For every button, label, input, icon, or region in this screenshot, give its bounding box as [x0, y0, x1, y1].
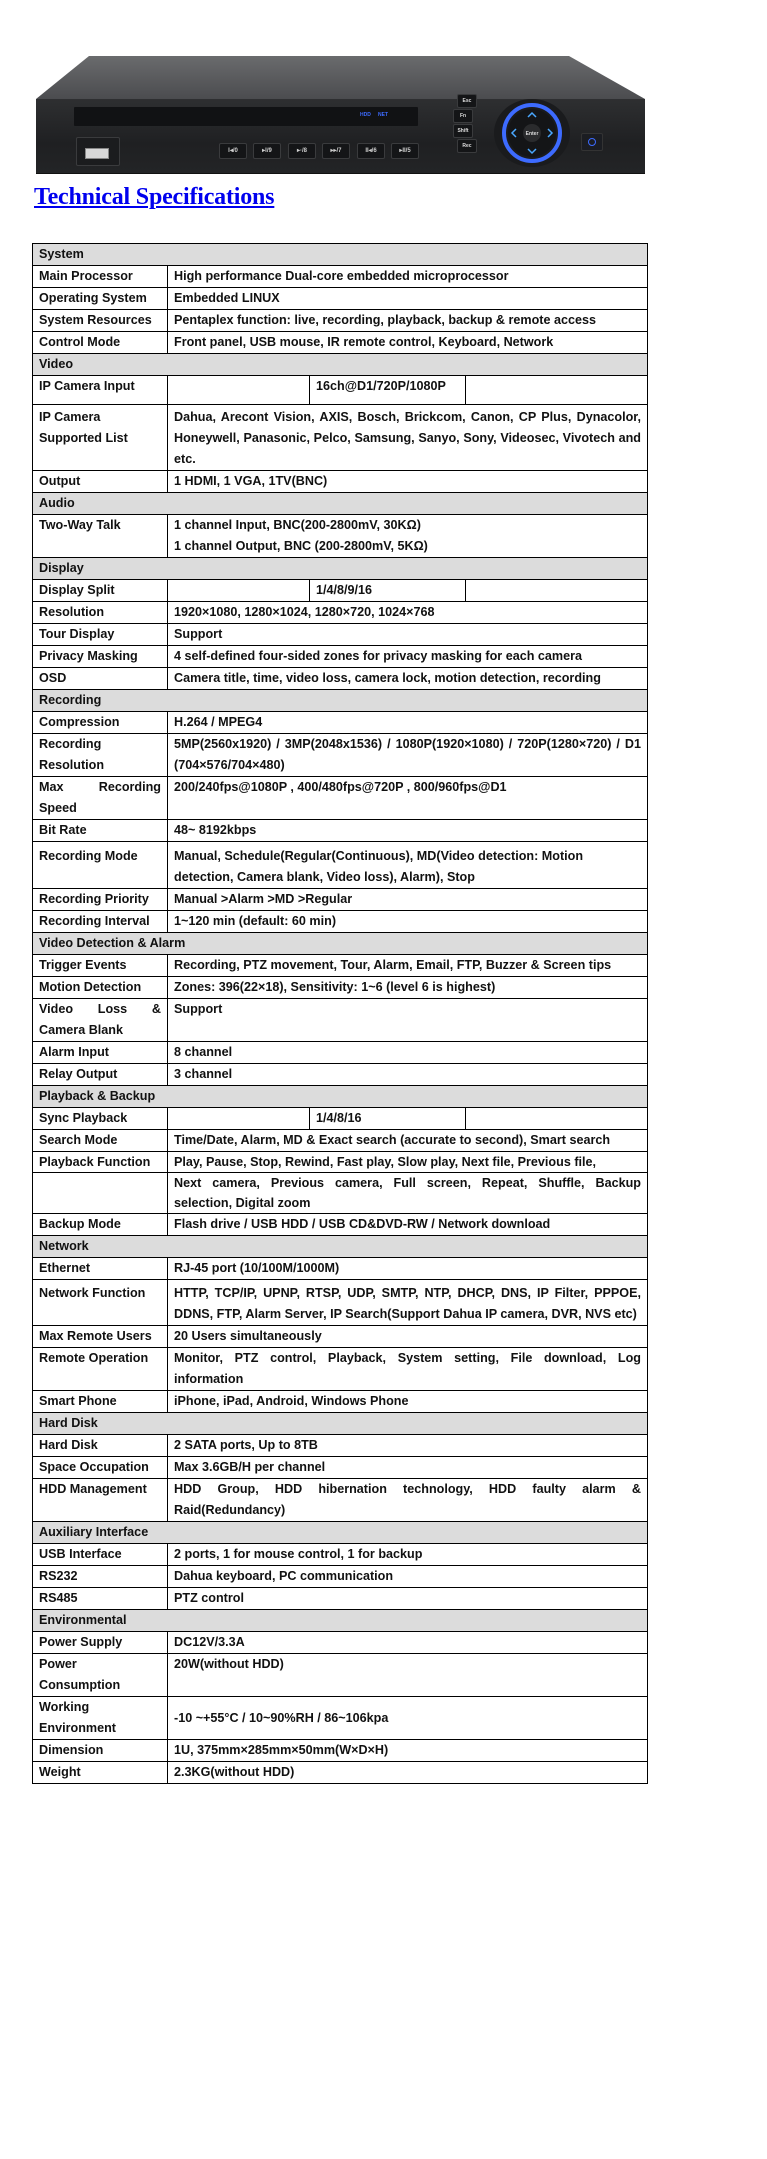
table-row: [33, 602, 648, 624]
prev-button-icon: I◂/0: [219, 143, 247, 159]
next-button-icon: ▸II/5: [391, 143, 419, 159]
spec-value: 1920×1080, 1280×1024, 1280×720, 1024×768: [168, 602, 648, 624]
spec-label: Power Supply: [33, 1632, 168, 1654]
spec-label: Recording Priority: [33, 889, 168, 911]
svg-text:Enter: Enter: [525, 131, 539, 137]
spec-label: Alarm Input: [33, 1042, 168, 1064]
table-row: [33, 1064, 648, 1086]
spec-label: Playback Function: [33, 1152, 168, 1173]
table-row: [33, 1326, 648, 1348]
table-row: [33, 288, 648, 310]
rec-button-icon: Rec: [457, 139, 477, 153]
spec-value: iPhone, iPad, Android, Windows Phone: [168, 1391, 648, 1413]
section-header-display: Display: [33, 558, 648, 580]
table-row: [33, 977, 648, 999]
section-header-video-detection: Video Detection & Alarm: [33, 933, 648, 955]
spec-label: RS485: [33, 1588, 168, 1610]
spec-label: Compression: [33, 712, 168, 734]
spec-value: 20W(without HDD): [168, 1654, 648, 1697]
spec-label: Output: [33, 471, 168, 493]
spec-label: System Resources: [33, 310, 168, 332]
spec-value: 1/4/8/9/16: [168, 580, 648, 602]
spec-value: 1~120 min (default: 60 min): [168, 911, 648, 933]
spec-value: Dahua keyboard, PC communication: [168, 1566, 648, 1588]
spec-label: Network Function: [33, 1280, 168, 1326]
section-header-recording: Recording: [33, 690, 648, 712]
spec-value: Dahua, Arecont Vision, AXIS, Bosch, Brickcom, Canon, CP Plus, Dynacolor, Honeywell, Panasonic, Pelco, Samsung, Sanyo, Sony, Videosec, Vivotech and etc.: [168, 405, 648, 471]
spec-label: Search Mode: [33, 1130, 168, 1152]
spec-label: Bit Rate: [33, 820, 168, 842]
spec-table: [32, 243, 648, 1784]
table-row: [33, 376, 648, 405]
power-button-icon: [581, 133, 603, 151]
spec-label: Two-Way Talk: [33, 515, 168, 558]
spec-value: Pentaplex function: live, recording, playback, backup & remote access: [168, 310, 648, 332]
table-row: [33, 842, 648, 889]
spec-label: Tour Display: [33, 624, 168, 646]
dvr-top-face: [36, 56, 646, 100]
esc-button-icon: Esc: [457, 94, 477, 108]
dvr-front-panel: [36, 99, 645, 174]
fast-button-icon: ▸▸/7: [322, 143, 350, 159]
spec-value: PTZ control: [168, 1588, 648, 1610]
spec-value: Manual, Schedule(Regular(Continuous), MD(Video detection: Motion detection, Camera blank, Video loss), Alarm), Stop: [168, 842, 648, 889]
section-header-video: Video: [33, 354, 648, 376]
spec-value: Time/Date, Alarm, MD & Exact search (accurate to second), Smart search: [168, 1130, 648, 1152]
led-display: [74, 107, 418, 126]
shift-button-icon: Shift: [453, 124, 473, 138]
table-row: [33, 1173, 648, 1214]
spec-label: Hard Disk: [33, 1435, 168, 1457]
usb-port-icon: [76, 137, 120, 166]
spec-label: Privacy Masking: [33, 646, 168, 668]
spec-value: Embedded LINUX: [168, 288, 648, 310]
section-header-playback: Playback & Backup: [33, 1086, 648, 1108]
spec-value: Monitor, PTZ control, Playback, System setting, File download, Log information: [168, 1348, 648, 1391]
table-row: [33, 1152, 648, 1173]
spec-label: Max Remote Users: [33, 1326, 168, 1348]
spec-value: -10 ~+55°C / 10~90%RH / 86~106kpa: [168, 1697, 648, 1740]
table-row: [33, 1479, 648, 1522]
product-image: [36, 56, 646, 174]
spec-label: Space Occupation: [33, 1457, 168, 1479]
spec-value: 4 self-defined four-sided zones for privacy masking for each camera: [168, 646, 648, 668]
table-row: [33, 1391, 648, 1413]
spec-value: Support: [168, 999, 648, 1042]
table-row: [33, 712, 648, 734]
spec-value: Zones: 396(22×18), Sensitivity: 1~6 (level 6 is highest): [168, 977, 648, 999]
spec-value: Recording, PTZ movement, Tour, Alarm, Email, FTP, Buzzer & Screen tips: [168, 955, 648, 977]
spec-value: Camera title, time, video loss, camera lock, motion detection, recording: [168, 668, 648, 690]
spec-value: HTTP, TCP/IP, UPNP, RTSP, UDP, SMTP, NTP, DHCP, DNS, IP Filter, PPPOE, DDNS, FTP, Alarm Server, IP Search(Support Dahua IP camera, DVR, NVS etc): [168, 1280, 648, 1326]
section-header-network: Network: [33, 1236, 648, 1258]
spec-value: Support: [168, 624, 648, 646]
spec-label: HDD Management: [33, 1479, 168, 1522]
table-row: [33, 999, 648, 1042]
spec-label: Display Split: [33, 580, 168, 602]
spec-value: 20 Users simultaneously: [168, 1326, 648, 1348]
table-row: [33, 1457, 648, 1479]
spec-value: 2.3KG(without HDD): [168, 1762, 648, 1784]
spec-value: 3 channel: [168, 1064, 648, 1086]
spec-value: Max 3.6GB/H per channel: [168, 1457, 648, 1479]
table-row: [33, 1740, 648, 1762]
spec-label: Control Mode: [33, 332, 168, 354]
spec-label: IP Camera Input: [33, 376, 168, 405]
table-row: [33, 646, 648, 668]
table-row: [33, 1588, 648, 1610]
table-row: [33, 1108, 648, 1130]
section-header-audio: Audio: [33, 493, 648, 515]
spec-value: 2 SATA ports, Up to 8TB: [168, 1435, 648, 1457]
spec-label: Relay Output: [33, 1064, 168, 1086]
spec-label: Resolution: [33, 602, 168, 624]
spec-value: 1 HDMI, 1 VGA, 1TV(BNC): [168, 471, 648, 493]
spec-label: Operating System: [33, 288, 168, 310]
table-row: [33, 911, 648, 933]
table-row: [33, 1348, 648, 1391]
spec-value: RJ-45 port (10/100M/1000M): [168, 1258, 648, 1280]
spec-value: 200/240fps@1080P , 400/480fps@720P , 800/960fps@D1: [168, 777, 648, 820]
table-row: [33, 1654, 648, 1697]
table-row: [33, 889, 648, 911]
table-row: [33, 1280, 648, 1326]
spec-value: 1 channel Input, BNC(200-2800mV, 30KΩ) 1 channel Output, BNC (200-2800mV, 5KΩ): [168, 515, 648, 558]
spec-label: Motion Detection: [33, 977, 168, 999]
spec-value: Flash drive / USB HDD / USB CD&DVD-RW / Network download: [168, 1214, 648, 1236]
spec-value: Play, Pause, Stop, Rewind, Fast play, Slow play, Next file, Previous file,: [168, 1152, 648, 1173]
spec-label-empty: [33, 1173, 168, 1214]
table-row: [33, 405, 648, 471]
spec-label: IP Camera Supported List: [33, 405, 168, 471]
table-row: [33, 1435, 648, 1457]
spec-value: 2 ports, 1 for mouse control, 1 for backup: [168, 1544, 648, 1566]
spec-label: USB Interface: [33, 1544, 168, 1566]
table-row: [33, 734, 648, 777]
spec-label: Sync Playback: [33, 1108, 168, 1130]
spec-value: HDD Group, HDD hibernation technology, HDD faulty alarm & Raid(Redundancy): [168, 1479, 648, 1522]
table-row: [33, 580, 648, 602]
spec-label: Ethernet: [33, 1258, 168, 1280]
spec-label: Recording Resolution: [33, 734, 168, 777]
section-header-environmental: Environmental: [33, 1610, 648, 1632]
table-row: [33, 1566, 648, 1588]
spec-label: Backup Mode: [33, 1214, 168, 1236]
table-row: [33, 777, 648, 820]
net-led: NET: [378, 112, 388, 118]
table-row: [33, 668, 648, 690]
spec-value: Manual >Alarm >MD >Regular: [168, 889, 648, 911]
spec-label: Dimension: [33, 1740, 168, 1762]
table-row: [33, 1258, 648, 1280]
spec-label: Main Processor: [33, 266, 168, 288]
spec-label: Recording Interval: [33, 911, 168, 933]
table-row: [33, 955, 648, 977]
table-row: [33, 820, 648, 842]
spec-label: Trigger Events: [33, 955, 168, 977]
table-row: [33, 1214, 648, 1236]
spec-label: Weight: [33, 1762, 168, 1784]
table-row: [33, 1042, 648, 1064]
play-pause-button-icon: ▸I/9: [253, 143, 281, 159]
spec-label: OSD: [33, 668, 168, 690]
spec-label: Power Consumption: [33, 1654, 168, 1697]
section-header-system: System: [33, 244, 648, 266]
navigation-ring-icon: [492, 98, 572, 168]
table-row: [33, 1130, 648, 1152]
section-header-hard-disk: Hard Disk: [33, 1413, 648, 1435]
spec-value: High performance Dual-core embedded microprocessor: [168, 266, 648, 288]
table-row: [33, 1697, 648, 1740]
spec-label: Recording Mode: [33, 842, 168, 889]
spec-label: Max Recording Speed: [33, 777, 168, 820]
spec-value: Next camera, Previous camera, Full screen, Repeat, Shuffle, Backup selection, Digital zoom: [168, 1173, 648, 1214]
fn-button-icon: Fn: [453, 109, 473, 123]
reverse-button-icon: II◂/6: [357, 143, 385, 159]
table-row: [33, 1544, 648, 1566]
spec-label: Remote Operation: [33, 1348, 168, 1391]
spec-label: Smart Phone: [33, 1391, 168, 1413]
table-row: [33, 515, 648, 558]
spec-value: 8 channel: [168, 1042, 648, 1064]
spec-value: 5MP(2560x1920) / 3MP(2048x1536) / 1080P(1920×1080) / 720P(1280×720) / D1 (704×576/704×480): [168, 734, 648, 777]
section-header-auxiliary: Auxiliary Interface: [33, 1522, 648, 1544]
table-row: [33, 624, 648, 646]
table-row: [33, 266, 648, 288]
spec-label: Video Loss & Camera Blank: [33, 999, 168, 1042]
table-row: [33, 1632, 648, 1654]
table-row: [33, 332, 648, 354]
page-title: Technical Specifications: [34, 184, 275, 210]
table-row: [33, 310, 648, 332]
spec-value: 16ch@D1/720P/1080P: [168, 376, 648, 405]
spec-label: Working Environment: [33, 1697, 168, 1740]
table-row: [33, 471, 648, 493]
table-row: [33, 1762, 648, 1784]
spec-value: 1/4/8/16: [168, 1108, 648, 1130]
spec-value: DC12V/3.3A: [168, 1632, 648, 1654]
hdd-led: HDD: [360, 112, 371, 118]
slow-button-icon: ▸·/8: [288, 143, 316, 159]
spec-label: RS232: [33, 1566, 168, 1588]
spec-value: 48~ 8192kbps: [168, 820, 648, 842]
spec-value: Front panel, USB mouse, IR remote control, Keyboard, Network: [168, 332, 648, 354]
spec-value: H.264 / MPEG4: [168, 712, 648, 734]
spec-value: 1U, 375mm×285mm×50mm(W×D×H): [168, 1740, 648, 1762]
